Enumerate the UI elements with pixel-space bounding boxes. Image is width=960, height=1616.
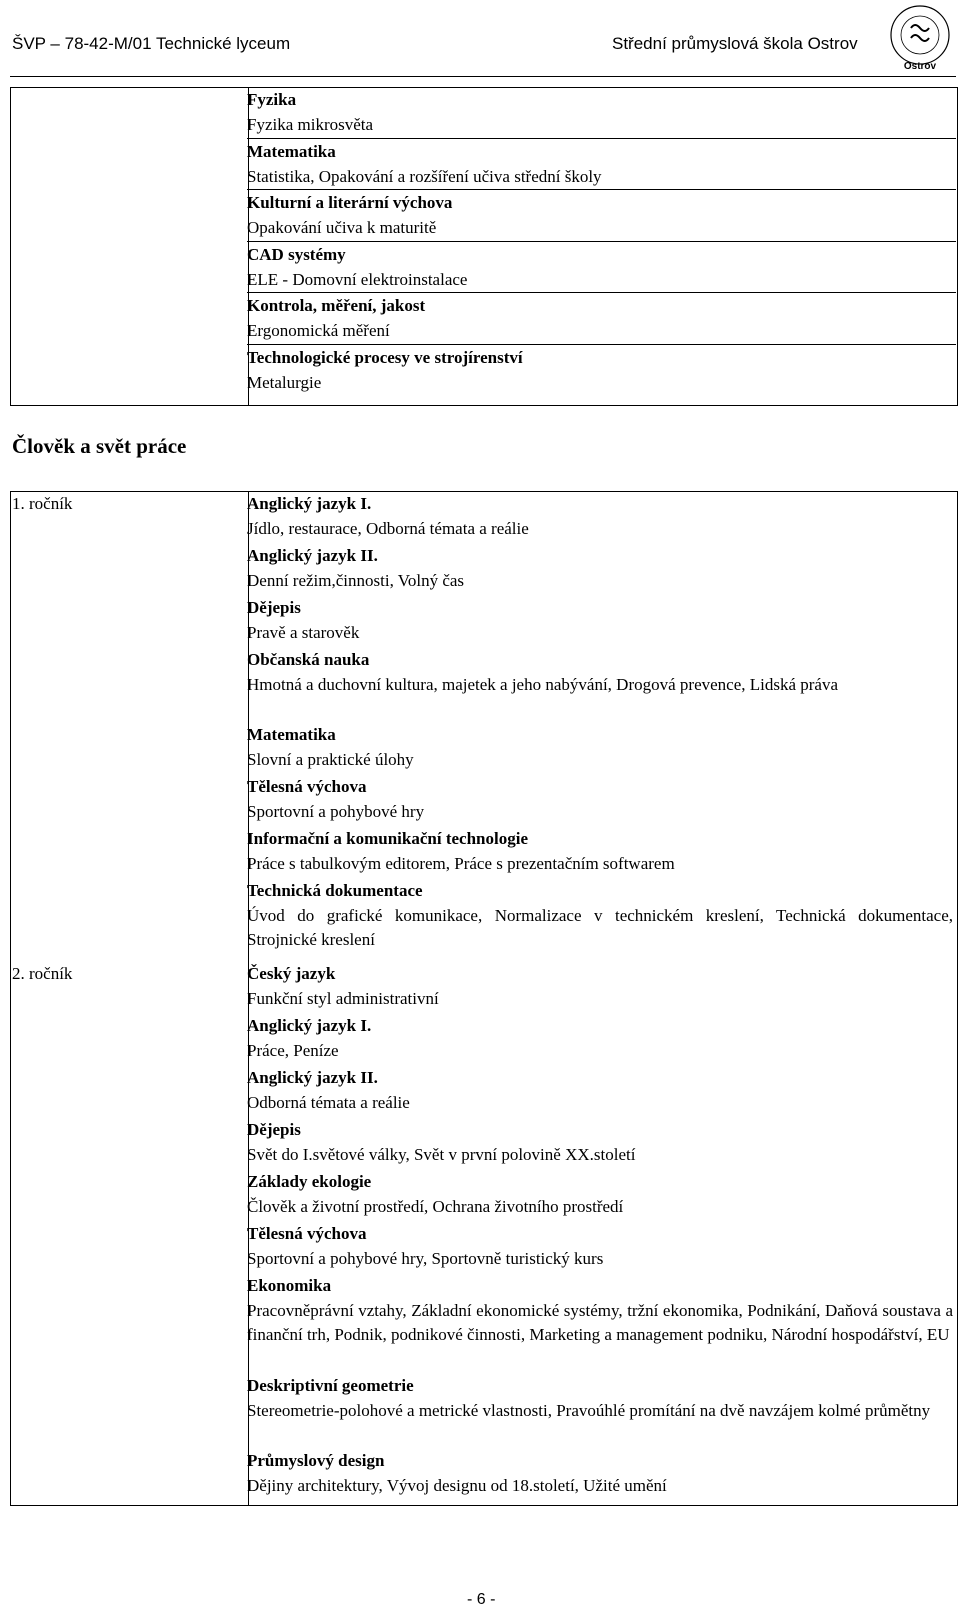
subject-entry: [247, 491, 953, 541]
subject-entry: [247, 543, 953, 593]
subject-name: Informační a komunikační technologie: [247, 829, 528, 848]
subject-topics: Práce s tabulkovým editorem, Práce s prezentačním softwarem: [247, 854, 675, 873]
subject-topics: Metalurgie: [247, 373, 322, 392]
subject-name: Kontrola, měření, jakost: [247, 296, 426, 315]
subject-topics: Statistika, Opakování a rozšíření učiva střední školy: [247, 167, 602, 186]
subject-topics: Opakování učiva k maturitě: [247, 218, 437, 237]
subject-topics: Funkční styl administrativní: [247, 989, 439, 1008]
subject-topics: Dějiny architektury, Vývoj designu od 18.století, Užité umění: [247, 1476, 667, 1495]
subject-topics: Slovní a praktické úlohy: [247, 750, 414, 769]
subject-name: Český jazyk: [247, 964, 336, 983]
subject-entry: [247, 242, 953, 292]
logo-text: Ostrov: [903, 61, 937, 72]
subject-topics: Denní režim,činnosti, Volný čas: [247, 571, 465, 590]
subject-name: Technologické procesy ve strojírenství: [247, 348, 523, 367]
subject-name: Tělesná výchova: [247, 777, 367, 796]
subject-name: Kulturní a literární výchova: [247, 193, 453, 212]
subject-name: Matematika: [247, 142, 336, 161]
subject-name: Anglický jazyk II.: [247, 1068, 378, 1087]
subject-topics: Sportovní a pohybové hry: [247, 802, 425, 821]
subject-topics: Člověk a životní prostředí, Ochrana životního prostředí: [247, 1197, 624, 1216]
subject-topics: Práce, Peníze: [247, 1041, 339, 1060]
page-number: - 6 -: [467, 1591, 496, 1608]
school-logo-icon: [885, 2, 955, 72]
subject-entry: [247, 1448, 953, 1498]
subject-entry: [247, 1373, 953, 1423]
subject-entry: [247, 722, 953, 772]
subject-name: Ekonomika: [247, 1276, 332, 1295]
header-school-name: Střední průmyslová škola Ostrov: [612, 34, 858, 53]
subject-topics: Odborná témata a reálie: [247, 1093, 410, 1112]
subject-name: Občanská nauka: [247, 650, 370, 669]
header-document-code: ŠVP – 78-42-M/01 Technické lyceum: [12, 34, 291, 53]
subject-name: CAD systémy: [247, 245, 346, 264]
subject-topics: Jídlo, restaurace, Odborná témata a reálie: [247, 519, 529, 538]
subject-entry: [247, 1273, 953, 1347]
subject-entry: [247, 647, 953, 697]
subject-entry: [247, 961, 953, 1011]
header-divider: [10, 76, 956, 77]
subject-topics: Úvod do grafické komunikace, Normalizace v technickém kreslení, Technická dokumentace, Strojnické kreslení: [247, 906, 953, 949]
subject-entry: [247, 1169, 953, 1219]
subject-name: Dějepis: [247, 598, 301, 617]
subject-topics: Sportovní a pohybové hry, Sportovně turistický kurs: [247, 1249, 604, 1268]
subject-topics: Stereometrie-polohové a metrické vlastnosti, Pravoúhlé promítání na dvě navzájem kolmé průmětny: [247, 1401, 931, 1420]
subject-entry: [247, 139, 953, 189]
section-heading: Člověk a svět práce: [12, 434, 187, 458]
subject-entry: [247, 87, 953, 137]
year-label: 1. ročník: [12, 494, 73, 513]
subject-entry: [247, 1013, 953, 1063]
subject-entry: [247, 293, 953, 343]
subject-name: Anglický jazyk II.: [247, 546, 378, 565]
subject-entry: [247, 1065, 953, 1115]
subject-topics: Pravě a starověk: [247, 623, 360, 642]
subject-name: Anglický jazyk I.: [247, 494, 372, 513]
subject-topics: Fyzika mikrosvěta: [247, 115, 374, 134]
subject-topics: Pracovněprávní vztahy, Základní ekonomické systémy, tržní ekonomika, Podnikání, Daňová soustava a finanční trh, Podnik, podnikové činnosti, Marketing a management podniku, Národní hospodářství, EU: [247, 1301, 953, 1344]
subject-topics: ELE - Domovní elektroinstalace: [247, 270, 468, 289]
subject-entry: [247, 774, 953, 824]
subject-name: Matematika: [247, 725, 336, 744]
subject-topics: Hmotná a duchovní kultura, majetek a jeho nabývání, Drogová prevence, Lidská práva: [247, 675, 839, 694]
subject-entry: [247, 190, 953, 240]
subject-entry: [247, 595, 953, 645]
subject-topics: Ergonomická měření: [247, 321, 390, 340]
subject-name: Tělesná výchova: [247, 1224, 367, 1243]
subject-name: Základy ekologie: [247, 1172, 372, 1191]
subject-name: Fyzika: [247, 90, 297, 109]
subject-entry: [247, 1117, 953, 1167]
subject-name: Anglický jazyk I.: [247, 1016, 372, 1035]
subject-entry: [247, 826, 953, 876]
subject-topics: Svět do I.světové války, Svět v první polovině XX.století: [247, 1145, 636, 1164]
year-label: 2. ročník: [12, 964, 73, 983]
subject-name: Technická dokumentace: [247, 881, 423, 900]
subject-entry: [247, 345, 953, 395]
subject-entry: [247, 1221, 953, 1271]
subject-name: Dějepis: [247, 1120, 301, 1139]
subject-name: Deskriptivní geometrie: [247, 1376, 414, 1395]
subject-name: Průmyslový design: [247, 1451, 385, 1470]
subject-entry: [247, 878, 953, 952]
